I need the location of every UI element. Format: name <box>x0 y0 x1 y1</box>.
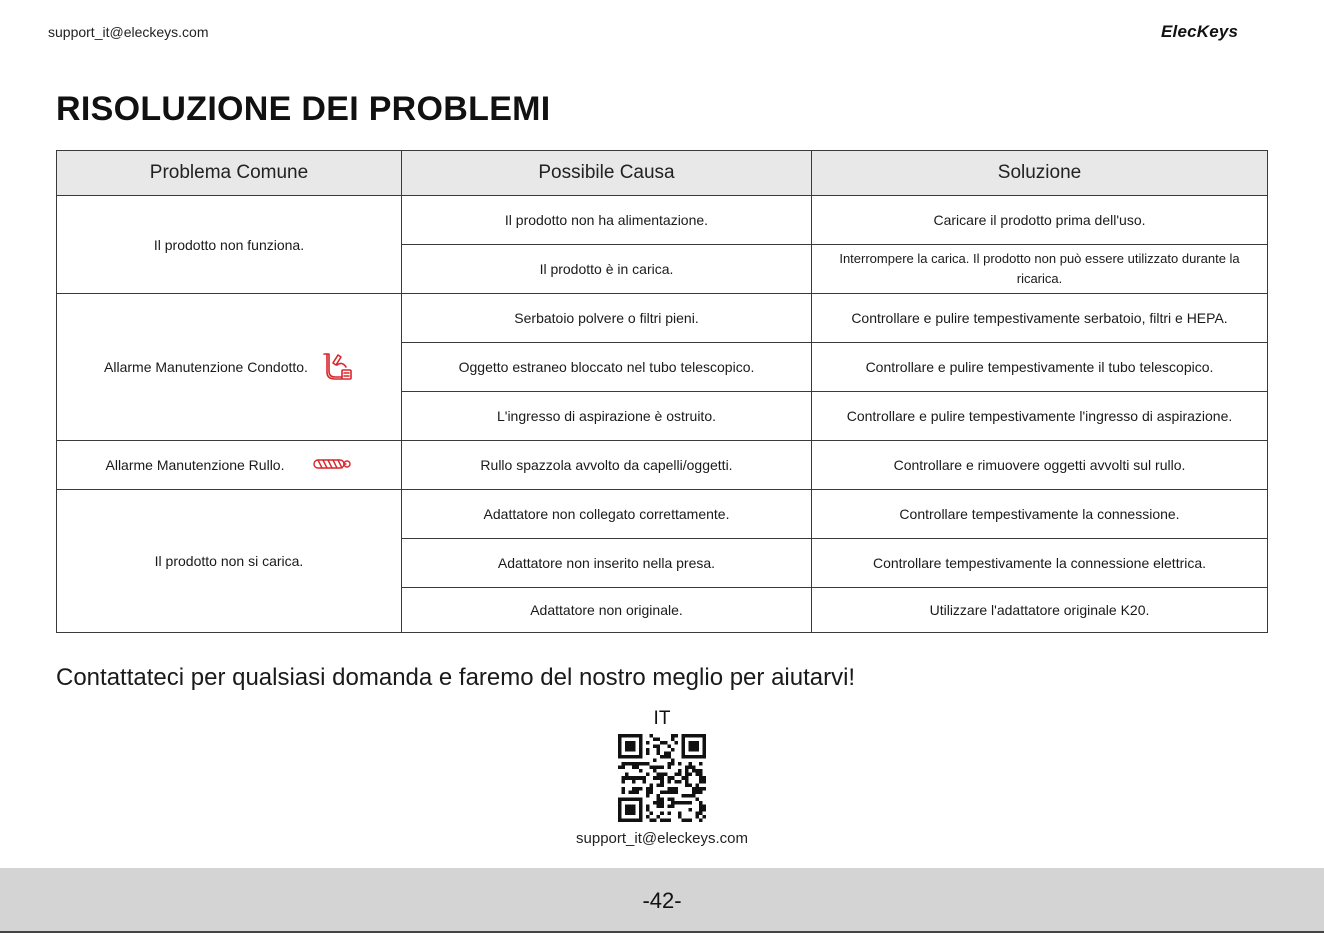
cause-cell: L'ingresso di aspirazione è ostruito. <box>402 392 812 441</box>
column-header-cause: Possibile Causa <box>402 151 812 196</box>
solution-cell: Interrompere la carica. Il prodotto non può essere utilizzato durante la ricarica. <box>812 245 1268 294</box>
problem-cell <box>57 441 402 490</box>
problem-text: Il prodotto non si carica. <box>154 553 304 569</box>
cause-cell: Rullo spazzola avvolto da capelli/oggetti. <box>402 441 812 490</box>
solution-cell: Controllare e pulire tempestivamente il tubo telescopico. <box>812 343 1268 392</box>
problem-cell <box>57 490 402 633</box>
problem-text: Allarme Manutenzione Condotto. <box>104 359 308 375</box>
table-row <box>57 441 1268 490</box>
duct-maintenance-icon <box>320 351 354 384</box>
solution-cell: Controllare e pulire tempestivamente serbatoio, filtri e HEPA. <box>812 294 1268 343</box>
table-row <box>57 490 1268 539</box>
table-header-row <box>57 151 1268 196</box>
solution-cell: Controllare tempestivamente la connessione. <box>812 490 1268 539</box>
problem-text: Allarme Manutenzione Rullo. <box>105 457 285 473</box>
solution-cell: Utilizzare l'adattatore originale K20. <box>812 588 1268 633</box>
cause-cell: Serbatoio polvere o filtri pieni. <box>402 294 812 343</box>
qr-code-icon <box>618 734 706 822</box>
cause-cell: Il prodotto non ha alimentazione. <box>402 196 812 245</box>
column-header-problem: Problema Comune <box>57 151 402 196</box>
qr-email: support_it@eleckeys.com <box>576 830 748 847</box>
problem-cell <box>57 196 402 294</box>
header-email: support_it@eleckeys.com <box>48 24 209 40</box>
solution-cell: Controllare e rimuovere oggetti avvolti sul rullo. <box>812 441 1268 490</box>
table-row <box>57 294 1268 343</box>
solution-cell: Controllare tempestivamente la connessione elettrica. <box>812 539 1268 588</box>
solution-cell: Caricare il prodotto prima dell'uso. <box>812 196 1268 245</box>
troubleshooting-table <box>56 150 1268 633</box>
cause-cell: Il prodotto è in carica. <box>402 245 812 294</box>
brand-logo-text: ElecKeys <box>1161 22 1239 41</box>
contact-message: Contattateci per qualsiasi domanda e faremo del nostro meglio per aiutarvi! <box>56 664 856 691</box>
qr-section <box>560 708 764 847</box>
table-row <box>57 196 1268 245</box>
problem-cell <box>57 294 402 441</box>
footer-band <box>0 868 1324 933</box>
page-title: RISOLUZIONE DEI PROBLEMI <box>56 90 551 128</box>
column-header-solution: Soluzione <box>812 151 1268 196</box>
cause-cell: Oggetto estraneo bloccato nel tubo telescopico. <box>402 343 812 392</box>
cause-cell: Adattatore non originale. <box>402 588 812 633</box>
cause-cell: Adattatore non collegato correttamente. <box>402 490 812 539</box>
language-code: IT <box>653 708 671 729</box>
roller-brush-icon <box>312 456 352 475</box>
page-number: -42- <box>642 888 682 913</box>
cause-cell: Adattatore non inserito nella presa. <box>402 539 812 588</box>
problem-text: Il prodotto non funziona. <box>153 236 305 253</box>
solution-cell: Controllare e pulire tempestivamente l'ingresso di aspirazione. <box>812 392 1268 441</box>
